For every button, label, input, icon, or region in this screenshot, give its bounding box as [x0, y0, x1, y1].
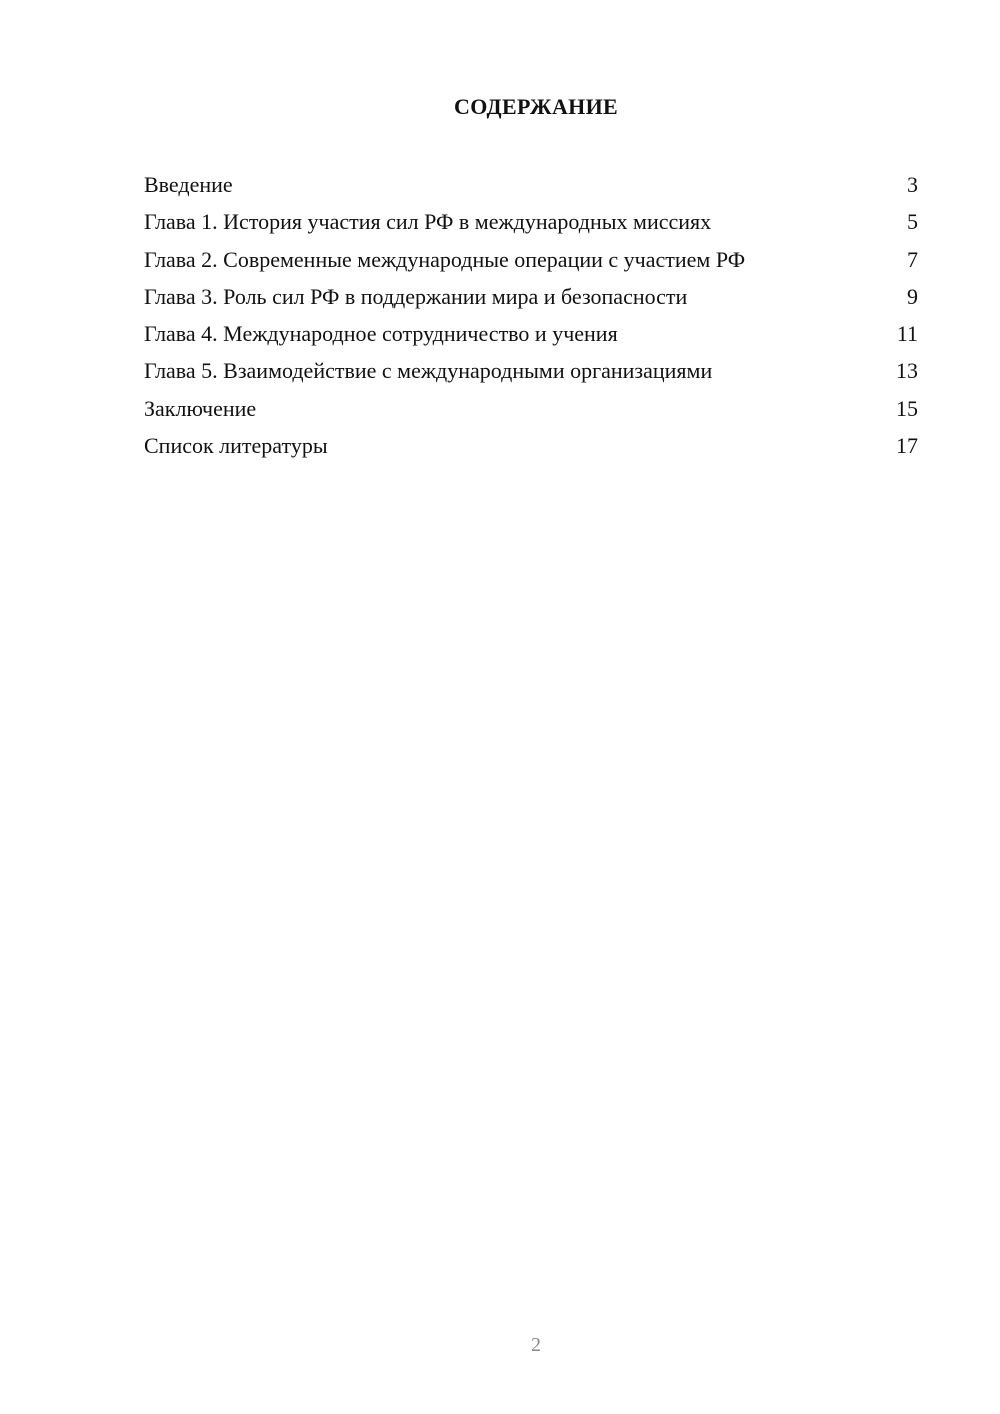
toc-entry-page: 15: [896, 395, 918, 421]
toc-entry-page: 5: [907, 209, 918, 235]
toc-entry-chapter-5: [144, 354, 918, 391]
toc-entry-conclusion: [144, 392, 918, 429]
toc-entry-introduction: [144, 168, 918, 205]
toc-entry-label: Глава 4. Международное сотрудничество и учения: [144, 321, 618, 347]
toc-entry-label: Глава 1. История участия сил РФ в международных миссиях: [144, 209, 712, 235]
toc-entry-label: Список литературы: [144, 433, 328, 459]
toc-entry-page: 3: [907, 172, 918, 197]
toc-entry-label: Глава 5. Взаимодействие с международными организациями: [144, 358, 713, 384]
toc-entry-chapter-4: [144, 317, 918, 354]
page-title: СОДЕРЖАНИЕ: [454, 94, 618, 119]
toc-entry-chapter-2: [144, 243, 918, 280]
toc-entry-references: [144, 429, 918, 466]
toc-entry-chapter-1: [144, 205, 918, 242]
table-of-contents: [144, 168, 918, 466]
toc-entry-label: Введение: [144, 172, 233, 197]
toc-entry-page: 7: [907, 246, 918, 272]
toc-entry-chapter-3: [144, 280, 918, 317]
toc-entry-label: Заключение: [144, 395, 257, 421]
toc-entry-page: 9: [907, 283, 918, 309]
toc-entry-page: 11: [896, 321, 918, 347]
toc-entry-page: 13: [896, 358, 918, 384]
toc-entry-label: Глава 2. Современные международные операции с участием РФ: [144, 246, 746, 272]
toc-entry-page: 17: [896, 433, 918, 459]
toc-entry-label: Глава 3. Роль сил РФ в поддержании мира и безопасности: [144, 283, 688, 309]
page-number: 2: [531, 1334, 541, 1356]
